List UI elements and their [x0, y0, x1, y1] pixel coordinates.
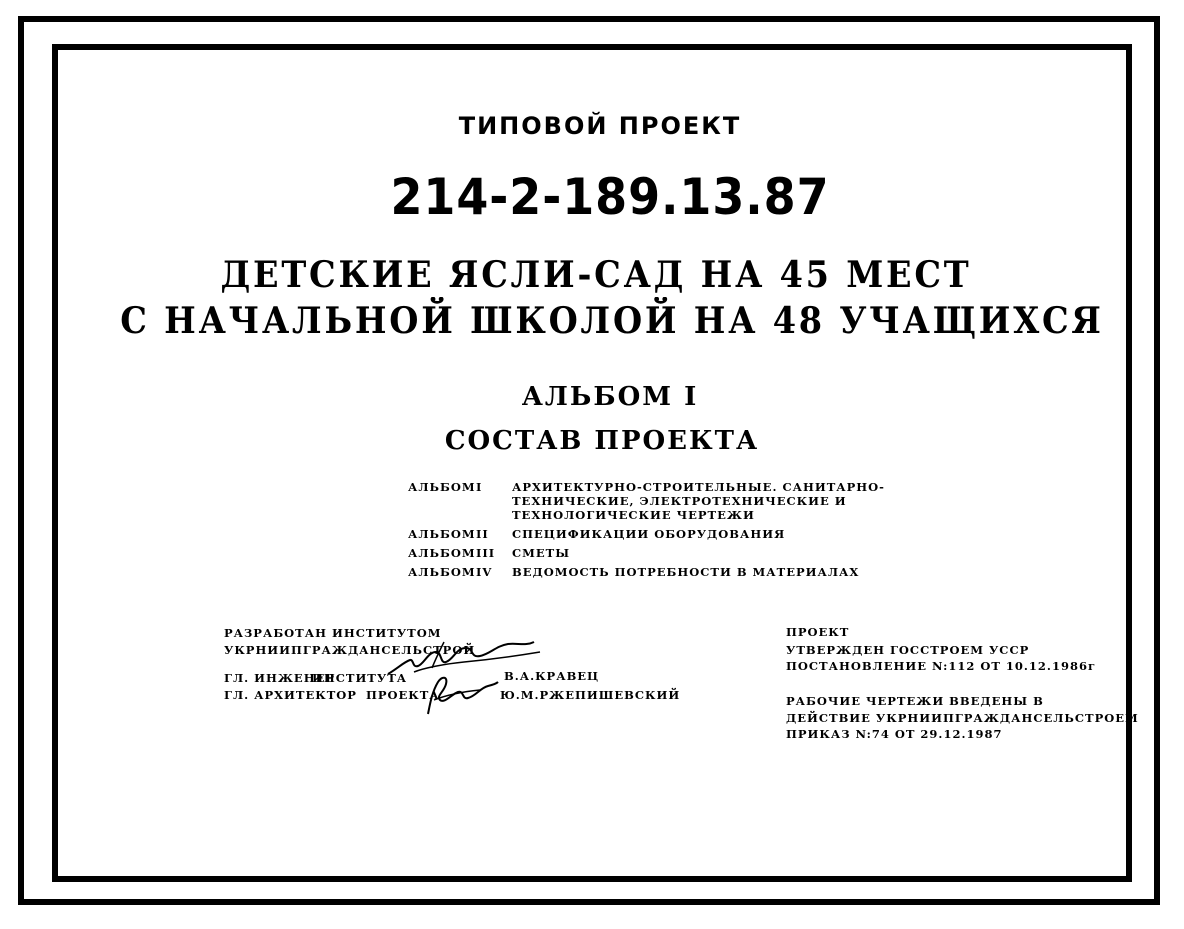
album-description-line: ТЕХНОЛОГИЧЕСКИЕ ЧЕРТЕЖИ	[512, 508, 755, 522]
developer-line-1: РАЗРАБОТАН ИНСТИТУТОМ	[224, 626, 442, 640]
chief-architect-name: Ю.М.РЖЕПИШЕВСКИЙ	[500, 688, 681, 702]
album-description-line: СПЕЦИФИКАЦИИ ОБОРУДОВАНИЯ	[512, 527, 786, 541]
album-label: АЛЬБОМ	[408, 527, 476, 541]
album-description-line: ТЕХНИЧЕСКИЕ, ЭЛЕКТРОТЕХНИЧЕСКИЕ И	[512, 494, 847, 508]
album-label: АЛЬБОМ	[408, 546, 476, 560]
album-label: АЛЬБОМ	[408, 480, 476, 494]
chief-engineer-name: В.А.КРАВЕЦ	[504, 669, 600, 683]
project-title-line-1: ДЕТСКИЕ ЯСЛИ-САД НА 45 МЕСТ	[220, 254, 972, 296]
project-code: 214-2-189.13.87	[390, 168, 830, 226]
album-number: III	[476, 546, 496, 560]
approval-line-1: ПРОЕКТ	[786, 625, 850, 639]
project-type: ТИПОВОЙ ПРОЕКТ	[458, 112, 742, 140]
chief-architect-label: ГЛ. АРХИТЕКТОР	[224, 688, 357, 702]
album-label: АЛЬБОМ	[408, 565, 476, 579]
album-heading: АЛЬБОМ I	[521, 382, 699, 412]
developer-institute: УКРНИИПГРАЖДАНСЕЛЬСТРОЙ	[224, 643, 476, 657]
album-description-line: ВЕДОМОСТЬ ПОТРЕБНОСТИ В МАТЕРИАЛАХ	[512, 565, 860, 579]
composition-heading: СОСТАВ ПРОЕКТА	[444, 426, 760, 456]
album-number: IV	[476, 565, 493, 579]
album-number: II	[476, 527, 489, 541]
album-description-line: АРХИТЕКТУРНО-СТРОИТЕЛЬНЫЕ. САНИТАРНО-	[512, 480, 885, 494]
chief-engineer-label: ГЛ. ИНЖЕНЕР	[224, 671, 335, 685]
approval-decree: ПОСТАНОВЛЕНИЕ N:112 ОТ 10.12.1986г	[786, 659, 1096, 673]
signature-architect	[420, 670, 500, 718]
approval-line-2: УТВЕРЖДЕН ГОССТРОЕМ УССР	[786, 643, 1030, 657]
approval-order: ПРИКАЗ N:74 ОТ 29.12.1987	[786, 727, 1003, 741]
album-description-line: СМЕТЫ	[512, 546, 571, 560]
chief-architect-of: ПРОЕКТА	[366, 688, 440, 702]
approval-line-5: ДЕЙСТВИЕ УКРНИИПГРАЖДАНСЕЛЬСТРОЕМ	[786, 711, 1139, 725]
project-title-line-2: С НАЧАЛЬНОЙ ШКОЛОЙ НА 48 УЧАЩИХСЯ	[120, 300, 1104, 342]
chief-engineer-of: ИНСТИТУТА	[312, 671, 408, 685]
album-number: I	[476, 480, 483, 494]
approval-line-4: РАБОЧИЕ ЧЕРТЕЖИ ВВЕДЕНЫ В	[786, 694, 1044, 708]
